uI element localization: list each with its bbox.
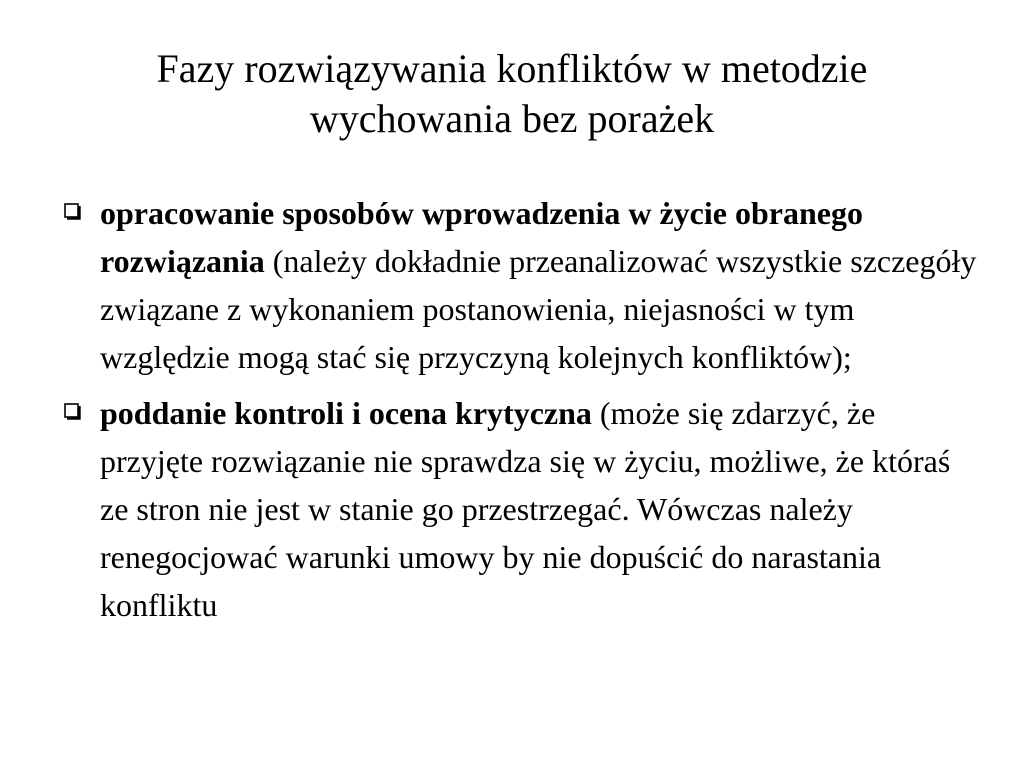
bullet-list bbox=[62, 189, 982, 637]
bullet-item-control bbox=[62, 389, 982, 629]
checkbox-square-icon bbox=[64, 203, 82, 221]
slide-title-line-2: wychowania bez porażek bbox=[309, 96, 715, 141]
checkbox-square-icon bbox=[64, 403, 82, 421]
slide-title bbox=[60, 44, 964, 144]
bullet-heading: opracowanie sposobów wprowadzenia w życie obranego rozwiązania bbox=[100, 195, 863, 279]
bullet-text: (może się zdarzyć, że przyjęte rozwiązanie nie sprawdza się w życiu, możliwe, że któraś ze stron nie jest w stanie go przestrzegać. Wówczas należy renegocjować warunki umowy by nie dopuścić do narastania konfliktu bbox=[100, 395, 951, 623]
bullet-item-implementation bbox=[62, 189, 982, 381]
bullet-heading: poddanie kontroli i ocena krytyczna bbox=[100, 395, 592, 431]
bullet-text: (należy dokładnie przeanalizować wszystkie szczegóły związane z wykonaniem postanowienia, niejasności w tym względzie mogą stać się przyczyną kolejnych konfliktów); bbox=[100, 243, 977, 375]
slide-title-line-1: Fazy rozwiązywania konfliktów w metodzie bbox=[156, 46, 868, 91]
